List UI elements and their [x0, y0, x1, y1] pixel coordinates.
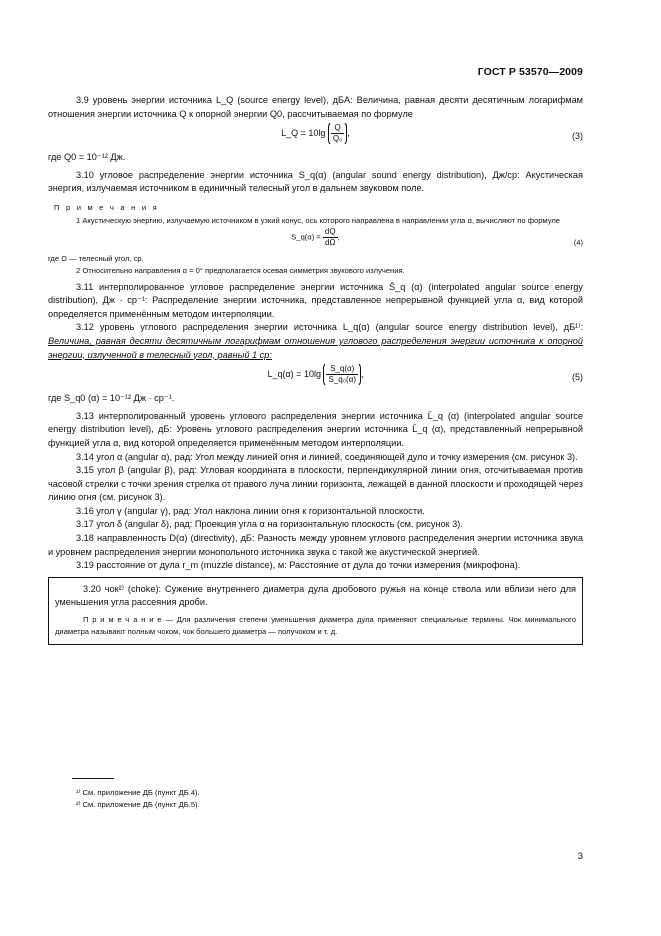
- formula-5-den: S_q₀(α): [328, 375, 356, 385]
- formula-5-number: (5): [572, 372, 583, 383]
- footnote-1: ¹⁾ См. приложение ДБ (пункт ДБ.4).: [76, 788, 200, 797]
- clause-3-10: 3.10 угловое распределение энергии источника S_q(α) (angular sound energy distribution), Дж/ср: Акустическая энергия, излучаемая источником в единичный телесный угол в дальнем звуковом поле.: [48, 169, 583, 194]
- note-1-where: где Ω — телесный угол, ср.: [48, 253, 144, 263]
- footnote-rule: [72, 778, 114, 779]
- clause-3-9-where: где Q0 = 10⁻¹² Дж.: [48, 152, 126, 163]
- clause-3-19: 3.19 расстояние от дула r_m (muzzle distance), м: Расстояние от дула до точки измерения (микрофона).: [76, 560, 521, 571]
- formula-4-number: (4): [573, 237, 583, 247]
- formula-4-den: dΩ: [325, 237, 336, 247]
- clause-3-14: 3.14 угол α (angular α), рад: Угол между линией огня и линией, соединяющей дуло и точку измерения (см. рисунок 3).: [76, 451, 578, 462]
- clause-3-18: 3.18 направленность D(α) (directivity), дБ: Разность между уровнем углового распределения энергии источника звука и уровнем распределения энергии монопольного источника звука с такой же акустической энергией.: [48, 533, 583, 557]
- clause-3-11: 3.11 интерполированное угловое распределение энергии источника S̄_q (α) (interpolated angular source energy distribution), Дж · ср⁻¹: Распределение энергии источника, представленное непрерывной функцией угла α, вид которой определяется применённым методом интерполяции.: [48, 281, 583, 319]
- clause-3-15: 3.15 угол β (angular β), рад: Угловая координата в плоскости, перпендикулярной линии огня, отсчитываемая против часовой стрелки с точки зрения стрелка от правого луча линии горизонта, лежащей в данной плоскости и проходящей через линию огня (см. рисунок 3).: [48, 465, 583, 503]
- clause-3-12: [48, 321, 583, 362]
- clause-3-12-lead: 3.12 уровень углового распределения энергии источника L_q(α) (angular source energy distribution level), дБ¹⁾:: [76, 322, 583, 333]
- formula-5: [48, 362, 583, 392]
- notes-heading: П р и м е ч а н и я: [54, 202, 159, 212]
- clause-3-16: 3.16 угол γ (angular γ), рад: Угол наклона линии огня к горизонтальной плоскости.: [76, 505, 425, 516]
- note-2: 2 Относительно направления α = 0° предполагается осевая симметрия звукового излучения.: [76, 265, 405, 275]
- formula-4-tail: ,: [337, 232, 340, 242]
- clause-3-13: 3.13 интерполированный уровень углового распределения энергии источника L̄_q (α) (interpolated angular source energy distribution level), дБ: Уровень углового распределения энергии источника L̄_q (α), представленный непрерывной функцией угла α, вид которой определяется применённым методом интерполяции.: [48, 410, 583, 448]
- formula-3-tail: ,: [347, 128, 350, 139]
- formula-4: [48, 227, 583, 253]
- formula-3-num: Q: [331, 123, 345, 134]
- clause-3-20-note: П р и м е ч а н и е — Для различения степени уменьшения диаметра дула применяют специальные термины. Чок минимального диаметра называют полным чоком, чок большего диаметра — получоком и т. д.: [55, 615, 576, 637]
- clause-3-12-underlined: Величина, равная десяти десятичным логарифмам отношения углового распределения энергии источника к опорной энергии, излученной в телесный угол, равный 1 ср:: [48, 335, 583, 360]
- note-1: 1 Акустическую энергию, излучаемую источником в узкий конус, ось которого направлена в направлении угла α, вычисляют по формуле: [76, 215, 561, 225]
- clause-3-17: 3.17 угол δ (angular δ), рад: Проекция угла α на горизонтальную плоскость (см. рисунок 3).: [76, 519, 463, 530]
- page-number: 3: [577, 851, 583, 862]
- clause-3-20-box: [48, 577, 583, 645]
- formula-4-num: dQ: [324, 226, 336, 236]
- formula-3: [48, 121, 583, 151]
- clause-3-20: 3.20 чок²⁾ (choke): Сужение внутреннего диаметра дула дробового ружья на конце ствола или вблизи него для уменьшения угла рассеяния дроби.: [55, 583, 576, 608]
- clause-3-12-where: где S_q0 (α) = 10⁻¹² Дж · ср⁻¹.: [48, 393, 175, 404]
- formula-5-num: S_q(α): [326, 364, 358, 375]
- standard-header: ГОСТ Р 53570—2009: [477, 66, 583, 78]
- formula-4-lhs: S_q(α) =: [291, 232, 321, 242]
- footnote-2: ²⁾ См. приложение ДБ (пункт ДБ.5).: [76, 800, 200, 809]
- formula-3-den: Q₀: [332, 134, 343, 144]
- clause-3-9: 3.9 уровень энергии источника L_Q (source energy level), дБA: Величина, равная десяти десятичным логарифмам отношения энергии источника Q к опорной энергии Q0, рассчитываемая по формуле: [48, 95, 583, 119]
- formula-3-lhs: L_Q = 10lg: [281, 128, 326, 139]
- formula-5-lhs: L_q(α) = 10lg: [267, 369, 321, 379]
- formula-3-number: (3): [572, 131, 583, 142]
- formula-5-tail: ,: [361, 369, 364, 379]
- document-body: [48, 94, 583, 645]
